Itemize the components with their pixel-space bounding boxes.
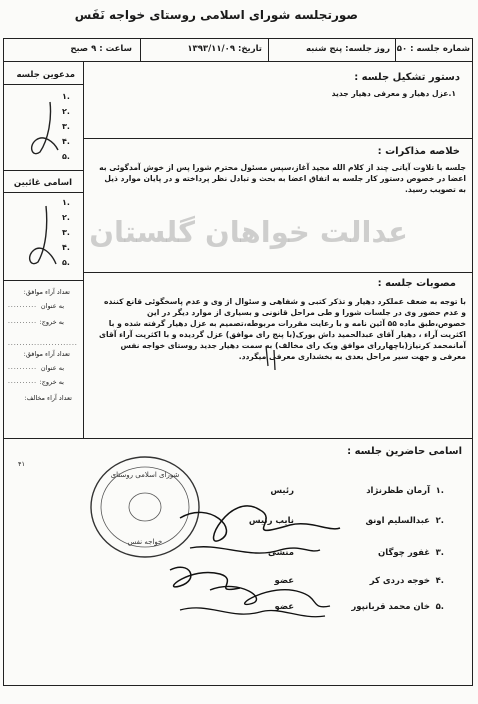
attendee-name: آرمان طظرنژاد	[366, 486, 430, 496]
absentees-title-line	[3, 192, 83, 193]
page-mark: ۴۱	[18, 460, 25, 468]
votes-dots-5: ..........	[8, 378, 38, 385]
invitee-number: ۱.	[62, 92, 70, 101]
header-bottom-line	[3, 61, 473, 62]
attendees-title: اسامی حاضرین جلسه :	[347, 446, 462, 457]
left-column-divider	[83, 61, 84, 438]
votes-dots-2: ..........	[8, 318, 38, 325]
session-number: شماره جلسه : ۵۰	[396, 44, 470, 54]
invitee-number: ۲.	[62, 107, 70, 116]
attendee-role: عضو	[274, 602, 294, 612]
attendee-name: خان محمد قربانپور	[351, 602, 430, 612]
agenda-title: دستور تشکیل جلسه :	[354, 72, 460, 83]
stamp-text-bottom: خواجه نفس	[127, 538, 163, 546]
signatures	[150, 470, 350, 630]
invitee-number-list	[62, 92, 78, 167]
attendee-name: خوجه دردی کر	[369, 576, 430, 586]
attendee-role: منشی	[268, 548, 294, 558]
attendee-name: غفور چوگان	[378, 548, 430, 558]
absentee-number: ۳.	[62, 228, 70, 237]
votes-subject-2: به عنوان	[40, 364, 64, 372]
invitees-title-line	[3, 84, 83, 85]
agenda-item-1: ۱.عزل دهیار و معرفی دهیار جدید	[331, 89, 456, 98]
invitee-number: ۵.	[62, 152, 70, 161]
attendee-role: نایب رئیس	[248, 516, 294, 526]
session-time: ساعت : ۹ صبح	[70, 44, 132, 54]
session-date: تاریخ: ۱۳۹۳/۱۱/۰۹	[187, 44, 262, 54]
invitees-bottom-line	[3, 170, 83, 171]
agenda-bottom-line	[83, 138, 473, 139]
summary-text: جلسه با تلاوت آیاتی چند از کلام الله مجید آغاز،سپس مسئول محترم شورا پس از خوش آمدگوئی به اعضا در خصوص دستور کار جلسه به اتفاق اعضا به بحث و تبادل نظر پرداخته و در پایان موارد ذیل به تصویب رسید.	[99, 163, 466, 194]
absentees-title: اسامی غائبین	[13, 178, 72, 188]
attendee-role: رئیس	[270, 486, 294, 496]
absentee-number: ۲.	[62, 213, 70, 222]
attendee-role: عضو	[274, 576, 294, 586]
attendee-name: عبدالسلیم اونق	[365, 516, 430, 526]
resolutions-title: مصوبات جلسه :	[377, 278, 456, 289]
header-divider-2	[268, 38, 269, 61]
votes-subject-1: به عنوان	[40, 302, 64, 310]
resolutions-pen-marks	[262, 344, 282, 374]
votes-exit-1: به خروج:	[39, 318, 64, 326]
votes-dots-3: ........................	[8, 340, 78, 347]
votes-dots-1: ..........	[8, 302, 38, 309]
absentee-number: ۱.	[62, 198, 70, 207]
votes-dots-4: ..........	[8, 364, 38, 371]
document-title: صورتجلسه شورای اسلامی روستای خواجه نَفَس	[74, 8, 358, 22]
votes-for-label-1: تعداد آراء موافق:	[23, 288, 70, 296]
session-day: روز جلسه: پنج شنبه	[306, 44, 390, 54]
votes-exit-2: به خروج:	[39, 378, 64, 386]
resolutions-text: با توجه به ضعف عملکرد دهیار و تذکر کتبی و شفاهی و سئوال از وی و عدم پاسخگوئی قانع کننده و عدم حضور وی در جلسات شورا و طی مراحل قانونی و بسیاری از موارد دیگر در این خصوص،طبق ماده ۵۵ آئین نامه و با رعایت مقررات مربوطه،تصمیم به عزل دهیار گرفته شده و با اکثریت آراء ، دهیار آقای عبدالحمید داش بورک(با پنج رای موافق) عزل گردیده و با اکثریت آراء آقای آمانمحمد کرنیاز(باچهاررای موافق ویک رای مخالف) به سمت دهیار جدید روستای خواجه نفس معرفی و جهت سیر مراحل بعدی به بخشداری معرفی میگردد.	[99, 297, 466, 361]
attendees-top-line	[3, 438, 473, 439]
summary-title: خلاصه مذاکرات :	[377, 146, 460, 157]
invitee-number: ۳.	[62, 122, 70, 131]
absentee-number: ۵.	[62, 258, 70, 267]
absentees-cross-mark	[22, 204, 62, 274]
absentees-bottom-line	[3, 280, 83, 281]
invitees-cross-mark	[22, 100, 62, 160]
watermark-text: عدالت خواهان گلستان	[89, 215, 408, 249]
attendee-number: ۱.	[435, 486, 444, 496]
votes-for-label-2: تعداد آراء موافق:	[23, 350, 70, 358]
summary-bottom-line	[83, 272, 473, 273]
votes-against-label: تعداد آراء مخالف:	[24, 394, 72, 402]
attendee-number: ۳.	[435, 548, 444, 558]
attendee-number: ۵.	[435, 602, 444, 612]
header-divider-3	[140, 38, 141, 61]
invitees-title: مدعوین جلسه	[16, 70, 75, 80]
invitee-number: ۴.	[62, 137, 70, 146]
absentee-number: ۴.	[62, 243, 70, 252]
attendee-number: ۴.	[435, 576, 444, 586]
absentee-number-list	[62, 198, 78, 273]
stamp-text-top: شورای اسلامی روستای	[110, 471, 180, 479]
attendee-number: ۲.	[435, 516, 444, 526]
